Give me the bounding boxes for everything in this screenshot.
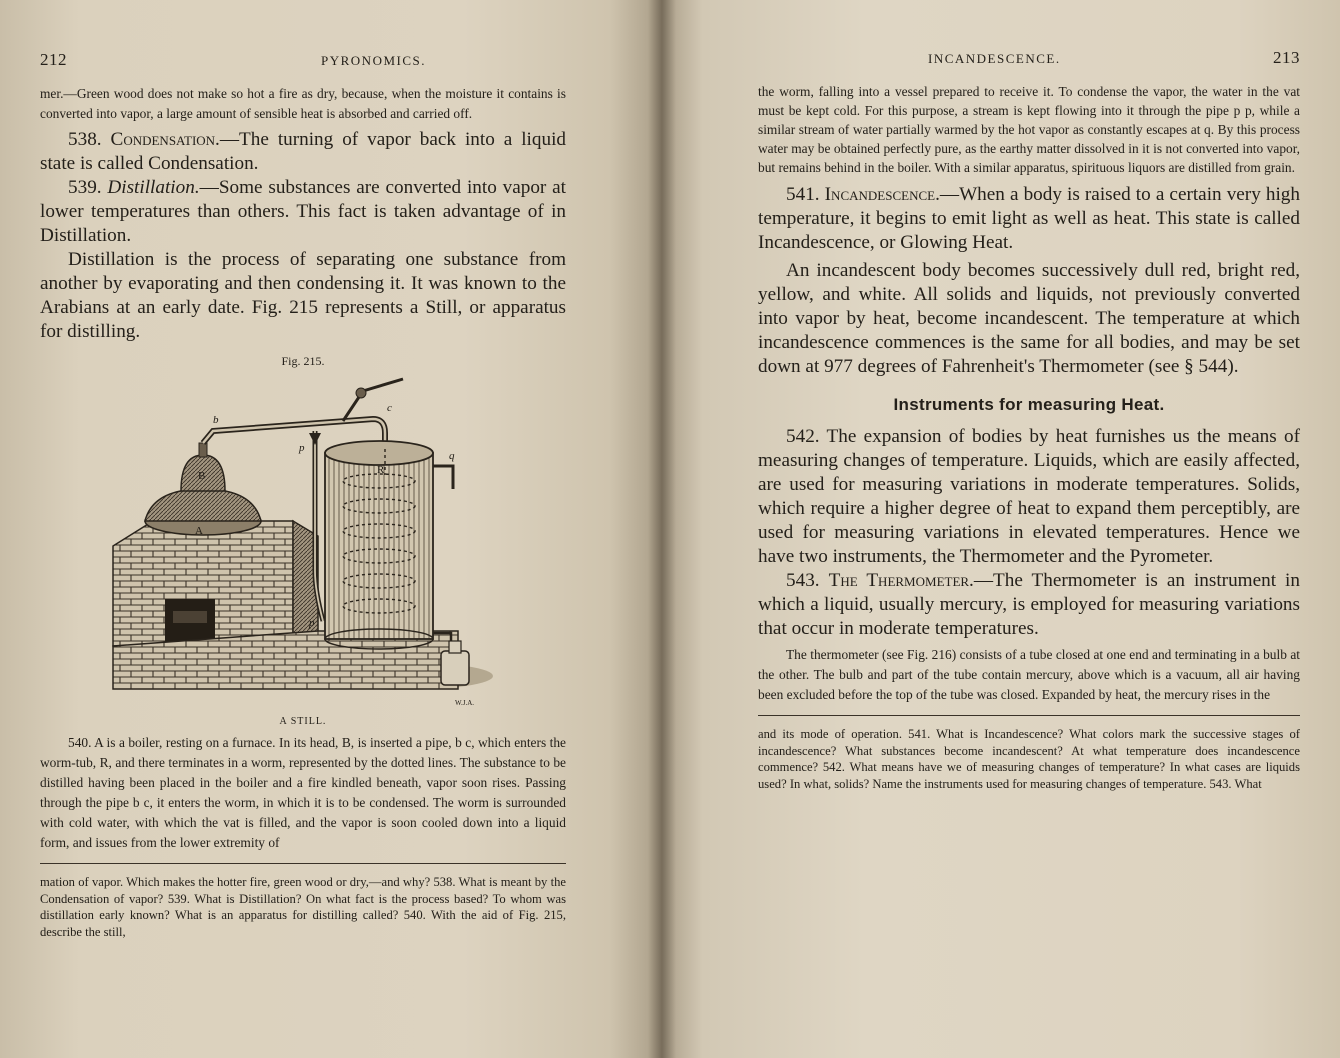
right-page-number: 213 (1273, 48, 1300, 67)
label-r: R (377, 464, 385, 476)
left-running-title: PYRONOMICS. (321, 53, 426, 68)
left-running-head (40, 50, 566, 70)
section-541 (758, 183, 1300, 255)
engraver-signature: W.J.A. (455, 699, 474, 707)
section-542: 542. The expansion of bodies by heat furnishes us the means of measuring changes of temperature. Liquids, which are easily affected, are used for measuring variations in moderate temperatures. Solids, which require a higher degree of heat to expand them perceptibly, are used for measuring variations in elevated temperatures. Hence we have two instruments, the Thermometer and the Pyrometer. (758, 426, 1300, 567)
thermometer-paragraph: The thermometer (see Fig. 216) consists of a tube closed at one end and terminating in a bulb at the other. The bulb and part of the tube contain mercury, above which is a vacuum, all air having been excluded before the top of the tube was closed. Expanded by heat, the mercury rises in the (758, 647, 1300, 702)
left-continuation: mer.—Green wood does not make so hot a fire as dry, because, when the moisture it contains is converted into vapor, a large amount of sensible heat is absorbed and carried off. (40, 86, 566, 121)
right-page (662, 0, 1340, 1058)
figure-caption: A STILL. (279, 716, 327, 727)
left-questions: mation of vapor. Which makes the hotter fire, green wood or dry,—and why? 538. What is meant by the Condensation of vapor? 539. What is Distillation? On what fact is the process based? To whom was distillation early known? What is an apparatus for distilling called? 540. With the aid of Fig. 215, describe the still, (40, 875, 566, 939)
left-page-number: 212 (40, 50, 67, 69)
left-footnote-rule (40, 863, 566, 864)
figure-215 (40, 354, 566, 727)
section-538-number: 538. (68, 129, 102, 150)
distillation-paragraph: Distillation is the process of separating one substance from another by evaporating and then condensing it. It was known to the Arabians at an early date. Fig. 215 represents a Still, or apparatus for distilling. (40, 249, 566, 342)
label-b: b (213, 414, 219, 426)
label-a: A (195, 525, 203, 537)
section-541-number: 541. (786, 184, 820, 205)
section-539-number: 539. (68, 177, 102, 198)
section-subheading: Instruments for measuring Heat. (893, 395, 1165, 414)
right-running-title: INCANDESCENCE. (928, 51, 1061, 66)
section-540: 540. A is a boiler, resting on a furnace. In its head, B, is inserted a pipe, b c, which enters the worm-tub, R, and there terminates in a worm, represented by the dotted lines. The substance to be distilled having been placed in the boiler and a fire kindled beneath, vapor soon rises. Passing through the pipe b c, it enters the worm, in which it is to be condensed. The worm is surrounded with cold water, with which the vat is filled, and the vapor is soon cooled down into a liquid form, and issues from the lower extremity of (40, 735, 566, 850)
section-541-text: —When a body is raised to a certain very high temperature, it begins to emit light as well as heat. This state is called Incandescence, or Glowing Heat. (758, 184, 1300, 253)
label-c: c (387, 402, 392, 414)
label-p-upper: p (299, 442, 305, 454)
book-gutter (648, 0, 676, 1058)
section-538-head: Condensation. (110, 129, 220, 150)
still-illustration (103, 371, 503, 716)
right-continuation: the worm, falling into a vessel prepared to receive it. To condense the vapor, the water in the vat must be kept cold. For this purpose, a stream is kept flowing into it through the pipe p p, while a similar stream of water partially warmed by the hot vapor as constantly escapes at q. By this process water may be obtained perfectly pure, as the earthy matter dissolved in it is not converted into vapor, but remains behind in the boiler. With a similar apparatus, spirituous liquors are distilled from grain. (758, 84, 1300, 175)
label-p-lower: p (309, 617, 315, 629)
right-running-head (758, 48, 1300, 68)
section-538 (40, 128, 566, 176)
section-543-number: 543. (786, 570, 820, 591)
left-page (0, 0, 662, 1058)
section-543-head-wrap (786, 570, 974, 591)
section-539-head: Distillation. (107, 177, 200, 198)
right-questions: and its mode of operation. 541. What is Incandescence? What colors mark the successive stages of incandescence? What substances become incandescent? At what temperature does incandescence commence? 542. What means have we of measuring changes of temperature? In what cases are liquids used? In what, solids? Name the instruments used for measuring changes of temperature. 543. What (758, 727, 1300, 791)
incandescent-paragraph: An incandescent body becomes successively dull red, bright red, yellow, and white. All solids and liquids, not previously converted into vapor by heat, become incandescent. The temperature at which incandescence commences is the same for all bodies, and may be set down at 977 degrees of Fahrenheit's Thermometer (see § 544). (758, 260, 1300, 377)
section-543-head: The Thermometer. (828, 570, 974, 591)
section-543-text: —The Thermometer is an instrument in which a liquid, usually mercury, is employed for measuring variations that occur in moderate temperatures. (758, 570, 1300, 639)
section-539-text: —Some substances are converted into vapor at lower temperatures than others. This fact is taken advantage of in Distillation. (40, 177, 566, 246)
section-543 (758, 569, 1300, 641)
label-b-head: B (198, 470, 206, 482)
section-539 (40, 176, 566, 248)
label-q: q (449, 450, 455, 462)
section-541-head: Incandescence. (824, 184, 940, 205)
figure-label: Fig. 215. (281, 354, 325, 368)
right-footnote-rule (758, 715, 1300, 716)
section-538-text: —The turning of vapor back into a liquid state is called Condensation. (40, 129, 566, 174)
